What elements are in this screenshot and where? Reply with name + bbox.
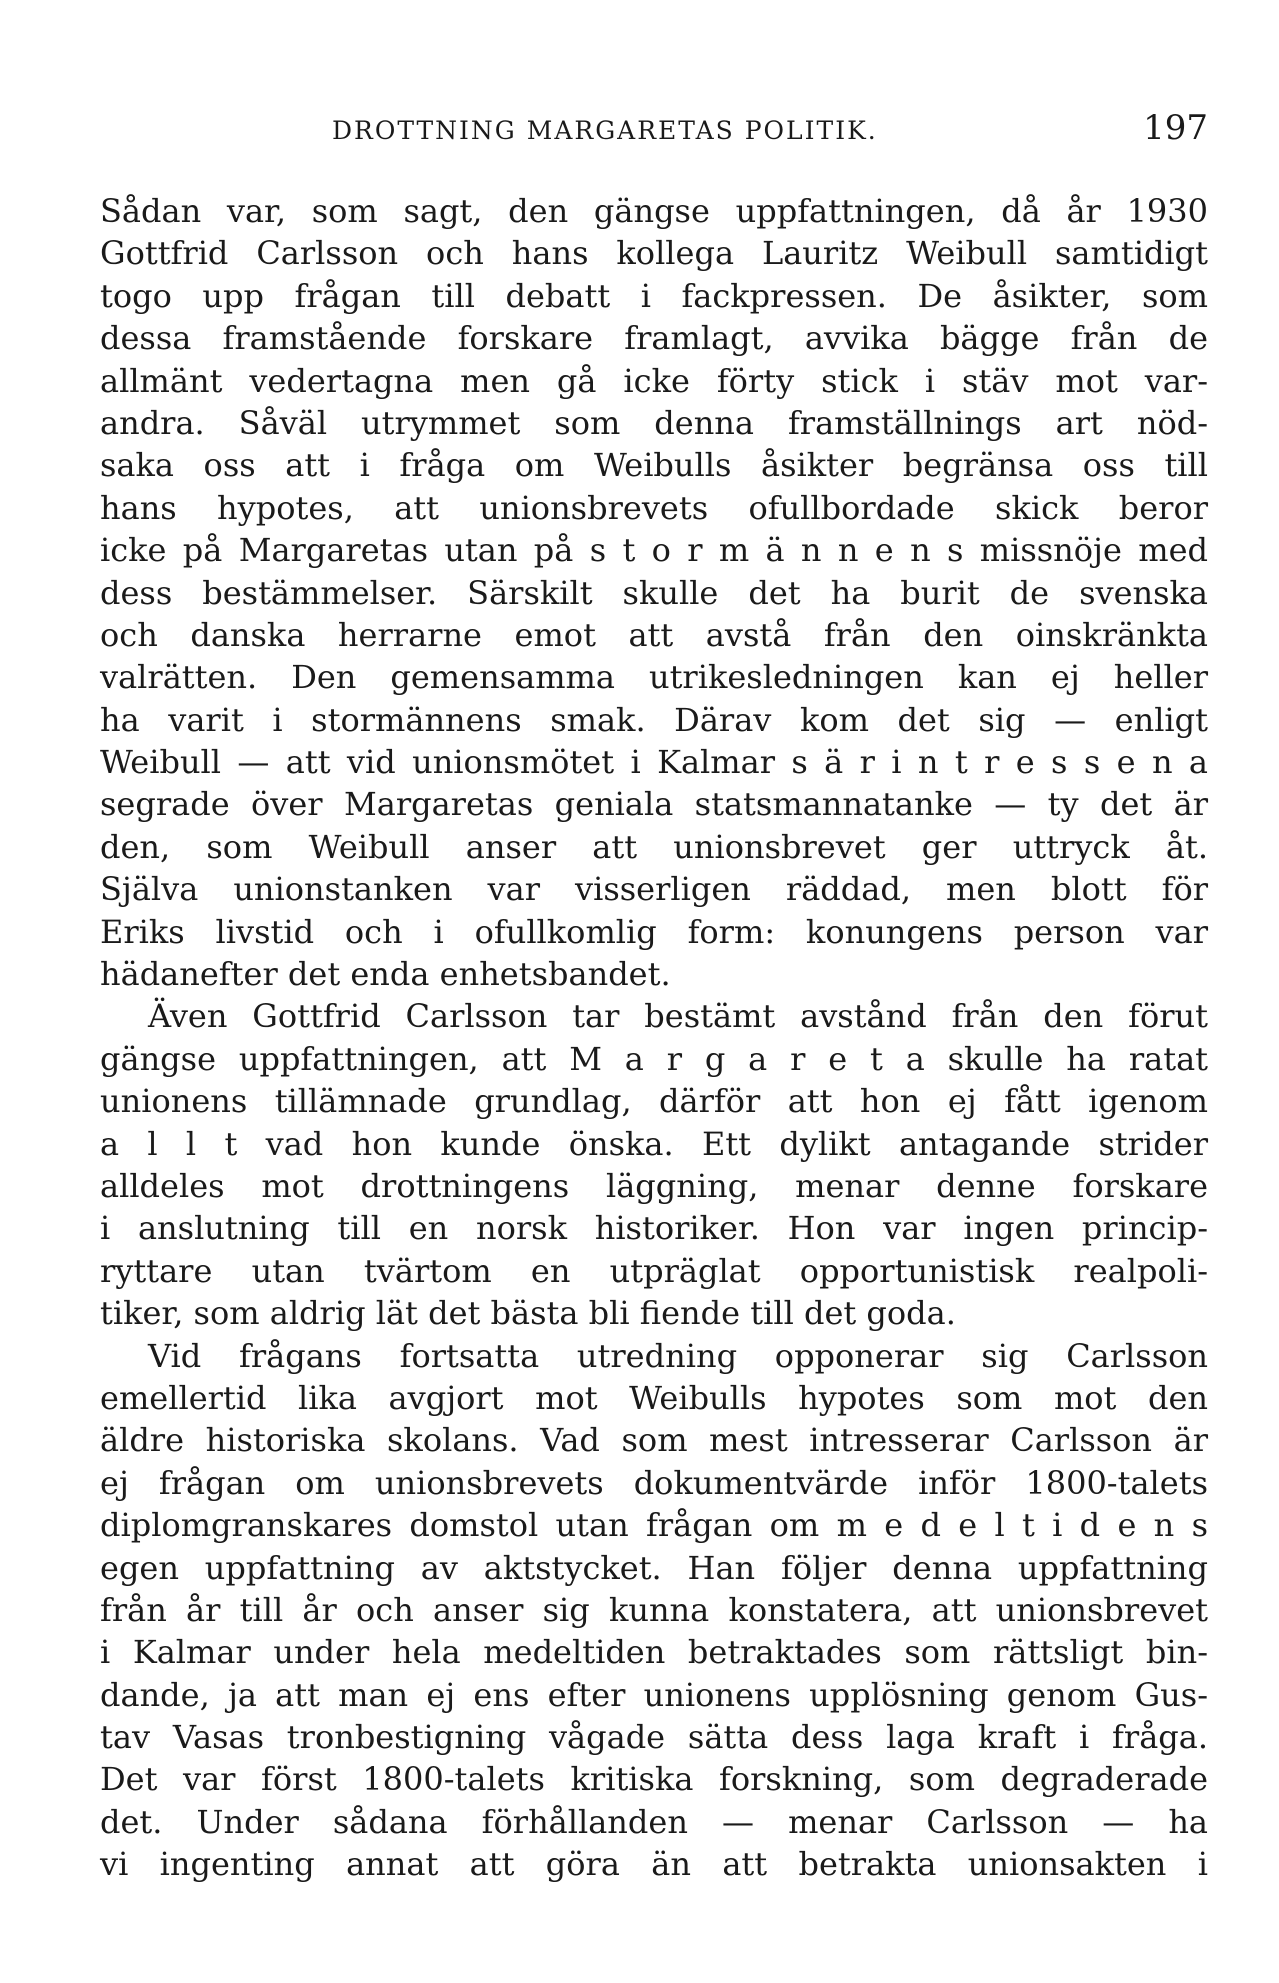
text-line: a l l t vad hon kunde önska. Ett dylikt antagande strider [100, 1124, 1208, 1163]
text-line: gängse uppfattningen, att M a r g a r e t a skulle ha ratat [100, 1039, 1208, 1078]
text-line: segrade över Margaretas geniala statsmannatanke — ty det är [100, 785, 1208, 824]
text-line: alldeles mot drottningens läggning, menar denne forskare [100, 1166, 1208, 1205]
page-number: 197 [1143, 108, 1208, 148]
text-line: saka oss att i fråga om Weibulls åsikter begränsa oss till [100, 446, 1208, 485]
text-line: dessa framstående forskare framlagt, avvika bägge från de [100, 319, 1208, 358]
text-line: togo upp frågan till debatt i fackpressen. De åsikter, som [100, 276, 1208, 315]
text-line: från år till år och anser sig kunna konstatera, att unionsbrevet [100, 1590, 1208, 1629]
text-line: dess bestämmelser. Särskilt skulle det ha burit de svenska [100, 573, 1208, 612]
text-line: tav Vasas tronbestigning vågade sätta dess laga kraft i fråga. [100, 1718, 1208, 1757]
text-line: diplomgranskares domstol utan frågan om m e d e l t i d e n s [100, 1506, 1208, 1545]
text-line: ryttare utan tvärtom en utpräglat opportunistisk realpoli- [100, 1251, 1208, 1290]
text-line: och danska herrarne emot att avstå från den oinskränkta [100, 615, 1208, 654]
text-line: unionens tillämnade grundlag, därför att hon ej fått igenom [100, 1082, 1208, 1121]
text-line: Även Gottfrid Carlsson tar bestämt avstånd från den förut [148, 997, 1208, 1036]
text-line: icke på Margaretas utan på s t o r m ä n n e n s missnöje med [100, 531, 1208, 570]
text-line: ha varit i stormännens smak. Därav kom det sig — enligt [100, 700, 1208, 739]
text-line: Weibull — att vid unionsmötet i Kalmar s ä r i n t r e s s e n a [100, 743, 1208, 782]
text-line: ej frågan om unionsbrevets dokumentvärde inför 1800-talets [100, 1463, 1208, 1502]
text-line: Eriks livstid och i ofullkomlig form: konungens person var [100, 912, 1208, 951]
text-line: Gottfrid Carlsson och hans kollega Lauritz Weibull samtidigt [100, 234, 1208, 273]
text-line: den, som Weibull anser att unionsbrevet ger uttryck åt. [100, 827, 1208, 866]
text-line: Vid frågans fortsatta utredning opponerar sig Carlsson [148, 1336, 1208, 1375]
text-line: valrätten. Den gemensamma utrikesledningen kan ej heller [100, 658, 1208, 697]
text-line: hans hypotes, att unionsbrevets ofullbordade skick beror [100, 488, 1208, 527]
text-line: tiker, som aldrig lät det bästa bli fiende till det goda. [100, 1294, 956, 1333]
text-line: vi ingenting annat att göra än att betrakta unionsakten i [100, 1845, 1208, 1884]
text-line: egen uppfattning av aktstycket. Han följer denna uppfattning [100, 1548, 1208, 1587]
text-line: i Kalmar under hela medeltiden betraktades som rättsligt bin- [100, 1633, 1208, 1672]
page-header [100, 108, 1208, 152]
text-line: emellertid lika avgjort mot Weibulls hypotes som mot den [100, 1378, 1208, 1417]
text-line: Själva unionstanken var visserligen räddad, men blott för [100, 870, 1208, 909]
text-line: äldre historiska skolans. Vad som mest intresserar Carlsson är [100, 1421, 1208, 1460]
body-text [100, 190, 1208, 1886]
text-line: det. Under sådana förhållanden — menar Carlsson — ha [100, 1802, 1208, 1841]
text-line: Sådan var, som sagt, den gängse uppfattningen, då år 1930 [100, 192, 1208, 230]
text-line: Det var först 1800-talets kritiska forskning, som degraderade [100, 1760, 1208, 1799]
running-head: DROTTNING MARGARETAS POLITIK. [332, 116, 878, 145]
text-line: dande, ja att man ej ens efter unionens upplösning genom Gus- [100, 1675, 1208, 1714]
text-line: i anslutning till en norsk historiker. Hon var ingen princip- [100, 1209, 1208, 1248]
text-line: andra. Såväl utrymmet som denna framställnings art nöd- [100, 403, 1208, 442]
text-line: hädanefter det enda enhetsbandet. [100, 955, 671, 994]
text-line: allmänt vedertagna men gå icke förty stick i stäv mot var- [100, 361, 1208, 400]
